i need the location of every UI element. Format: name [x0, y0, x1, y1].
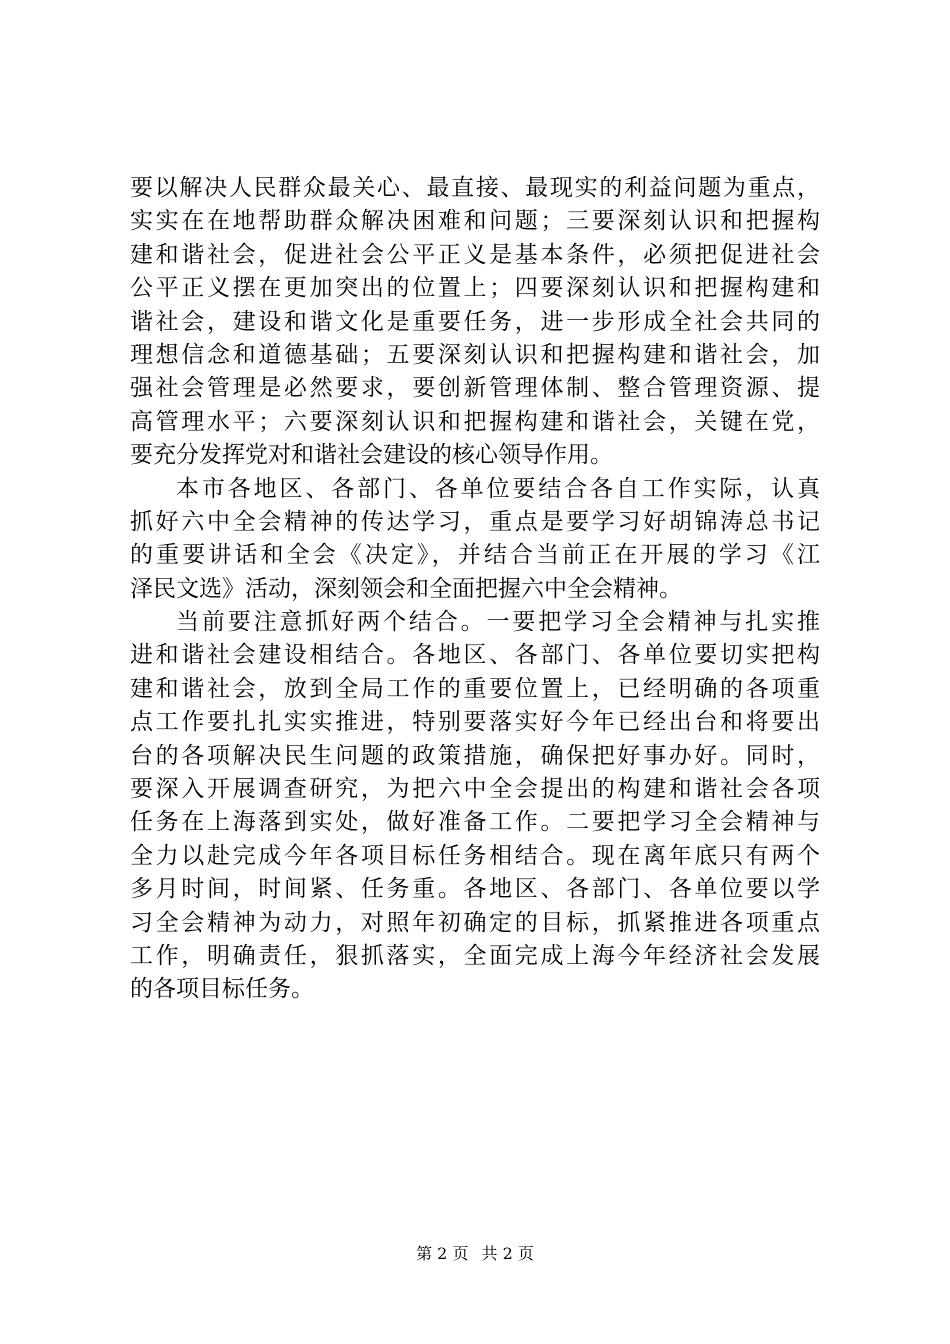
- text-line: 要深入开展调查研究，为把六中全会提出的构建和谐社会各项: [130, 776, 820, 803]
- text-line: 强社会管理是必然要求，要创新管理体制、整合管理资源、提: [130, 375, 820, 402]
- paragraph: [130, 473, 820, 607]
- text-line: 习全会精神为动力，对照年初确定的目标，抓紧推进各项重点: [130, 909, 820, 936]
- text-line: 实实在在地帮助群众解决困难和问题；三要深刻认识和把握构: [130, 208, 820, 235]
- text-line: 进和谐社会建设相结合。各地区、各部门、各单位要切实把构: [130, 642, 820, 669]
- paragraph: [130, 172, 820, 473]
- page-total: 共 2 页: [481, 1244, 534, 1263]
- text-line: 任务在上海落到实处，做好准备工作。二要把学习全会精神与: [130, 809, 820, 836]
- text-line: 抓好六中全会精神的传达学习，重点是要学习好胡锦涛总书记: [130, 508, 820, 535]
- text-line: 要以解决人民群众最关心、最直接、最现实的利益问题为重点，: [130, 175, 820, 201]
- text-line: 要充分发挥党对和谐社会建设的核心领导作用。: [130, 442, 613, 469]
- text-line: 多月时间，时间紧、任务重。各地区、各部门、各单位要以学: [130, 876, 820, 903]
- page-number: 第 2 页: [416, 1244, 469, 1263]
- text-line: 点工作要扎扎实实推进，特别要落实好今年已经出台和将要出: [130, 709, 820, 736]
- text-line: 的各项目标任务。: [130, 976, 314, 1003]
- text-line: 当前要注意抓好两个结合。一要把学习全会精神与扎实推: [176, 609, 820, 636]
- text-line: 建和谐社会，促进社会公平正义是基本条件，必须把促进社会: [130, 241, 820, 268]
- text-line: 建和谐社会，放到全局工作的重要位置上，已经明确的各项重: [130, 675, 820, 702]
- text-line: 工作，明确责任，狠抓落实，全面完成上海今年经济社会发展: [130, 942, 820, 969]
- text-line: 高管理水平；六要深刻认识和把握构建和谐社会，关键在党，: [130, 408, 820, 435]
- document-body: [130, 172, 820, 1007]
- text-line: 泽民文选》活动，深刻领会和全面把握六中全会精神。: [130, 575, 682, 602]
- paragraph: [130, 606, 820, 1007]
- page-footer: [0, 1243, 950, 1265]
- text-line: 的重要讲话和全会《决定》，并结合当前正在开展的学习《江: [130, 542, 820, 569]
- text-line: 本市各地区、各部门、各单位要结合各自工作实际，认真: [176, 475, 820, 502]
- text-line: 理想信念和道德基础；五要深刻认识和把握构建和谐社会，加: [130, 341, 820, 368]
- text-line: 全力以赴完成今年各项目标任务相结合。现在离年底只有两个: [130, 842, 820, 869]
- text-line: 公平正义摆在更加突出的位置上；四要深刻认识和把握构建和: [130, 275, 820, 302]
- text-line: 谐社会，建设和谐文化是重要任务，进一步形成全社会共同的: [130, 308, 820, 335]
- text-line: 台的各项解决民生问题的政策措施，确保把好事办好。同时，: [130, 742, 820, 769]
